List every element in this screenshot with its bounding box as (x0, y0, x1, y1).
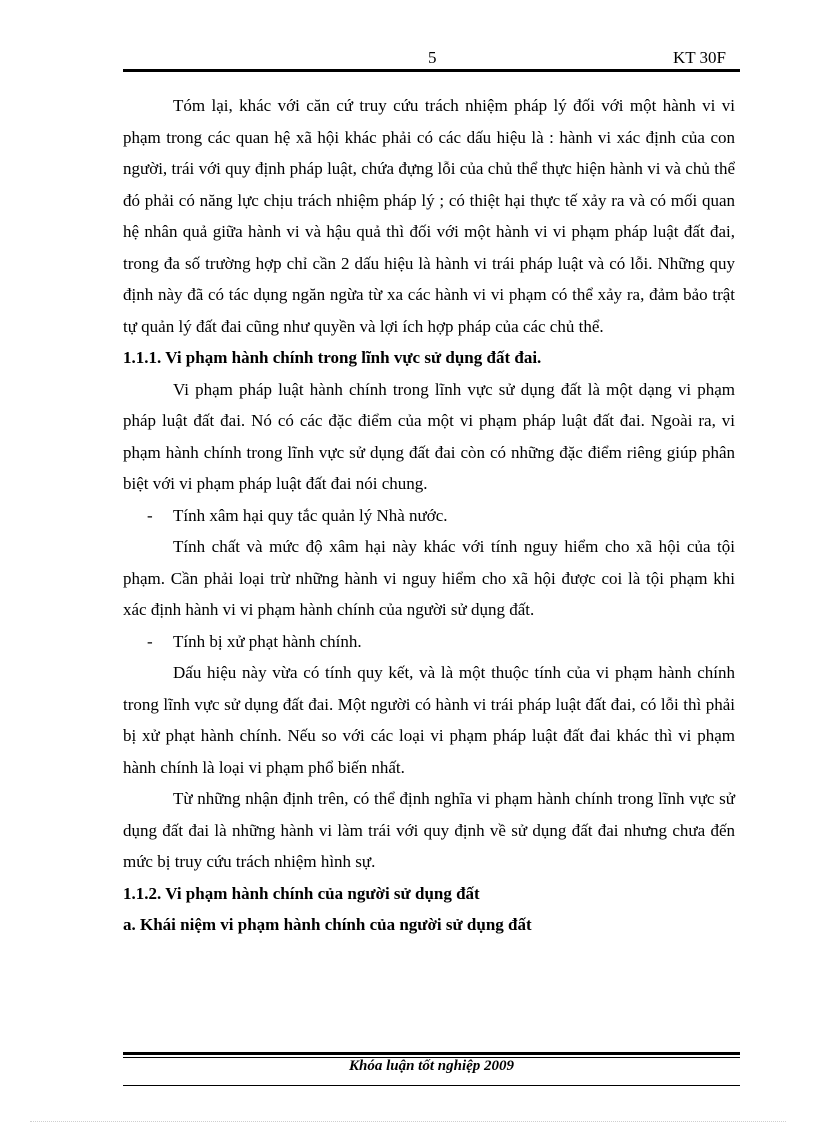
bullet-text: Tính xâm hại quy tắc quản lý Nhà nước. (173, 505, 448, 525)
footer-underline (123, 1085, 740, 1086)
bullet-text: Tính bị xử phạt hành chính. (173, 631, 362, 651)
document-code: KT 30F (672, 48, 726, 67)
page-header (123, 46, 740, 68)
section-heading-1-1-2: 1.1.2. Vi phạm hành chính của người sử dụng đất (123, 883, 480, 903)
document-body (123, 90, 735, 941)
header-rule (123, 69, 740, 72)
paragraph-infringement: Tính chất và mức độ xâm hại này khác với tính nguy hiểm cho xã hội của tội phạm. Cần phải loại trừ những hành vi nguy hiểm cho xã hội được coi là tội phạm khi xác định hành vi vi phạm hành chính của người sử dụng đất. (123, 537, 735, 619)
paragraph-conclusion: Từ những nhận định trên, có thể định nghĩa vi phạm hành chính trong lĩnh vực sử dụng đất đai là những hành vi làm trái với quy định về sử dụng đất đai nhưng chưa đến mức bị truy cứu trách nhiệm hình sự. (123, 789, 735, 871)
subsection-heading-a: a. Khái niệm vi phạm hành chính của người sử dụng đất (123, 915, 532, 934)
bullet-dash: - (147, 631, 153, 651)
section-heading-1-1-1: 1.1.1. Vi phạm hành chính trong lĩnh vực sử dụng đất đai. (123, 348, 542, 367)
page-footer: Khóa luận tốt nghiệp 2009 (348, 1058, 515, 1074)
footer-rule-thick (123, 1052, 740, 1055)
paragraph-summary: Tóm lại, khác với căn cứ truy cứu trách nhiệm pháp lý đối với một hành vi vi phạm trong các quan hệ xã hội khác phải có các dấu hiệu là : hành vi xác định của con người, trái với quy định pháp luật, chứa đựng lỗi của chủ thể thực hiện hành vi và chủ thể đó phải có năng lực chịu trách nhiệm pháp lý ; có thiệt hại thực tế xảy ra và có mối quan hệ nhân quả giữa hành vi và hậu quả thì đối với một hành vi vi phạm pháp luật đất đai, trong đa số trường hợp chỉ cần 2 dấu hiệu là hành vi trái pháp luật và có lỗi. Những quy định này đã có tác dụng ngăn ngừa từ xa các hành vi vi phạm có thể xảy ra, đảm bảo trật tự quản lý đất đai cũng như quyền và lợi ích hợp pháp của các chủ thể. (123, 96, 735, 336)
paragraph-definition: Vi phạm pháp luật hành chính trong lĩnh vực sử dụng đất là một dạng vi phạm pháp luật đất đai. Nó có các đặc điểm của một vi phạm pháp luật đất đai. Ngoài ra, vi phạm hành chính trong lĩnh vực sử dụng đất đai còn có những đặc điểm riêng giúp phân biệt với vi phạm pháp luật đất đai nói chung. (123, 379, 735, 493)
bullet-item-penalty (123, 626, 735, 658)
page-edge-divider (30, 1121, 786, 1122)
bullet-dash: - (147, 505, 153, 525)
bullet-item-infringement (123, 500, 735, 532)
paragraph-penalty: Dấu hiệu này vừa có tính quy kết, và là một thuộc tính của vi phạm hành chính trong lĩnh vực sử dụng đất đai. Một người có hành vi trái pháp luật đất đai, có lỗi thì phải bị xử phạt hành chính. Nếu so với các loại vi phạm pháp luật đất đai khác thì vi phạm hành chính là loại vi phạm phổ biến nhất. (123, 663, 735, 777)
page-number: 5 (428, 48, 437, 67)
